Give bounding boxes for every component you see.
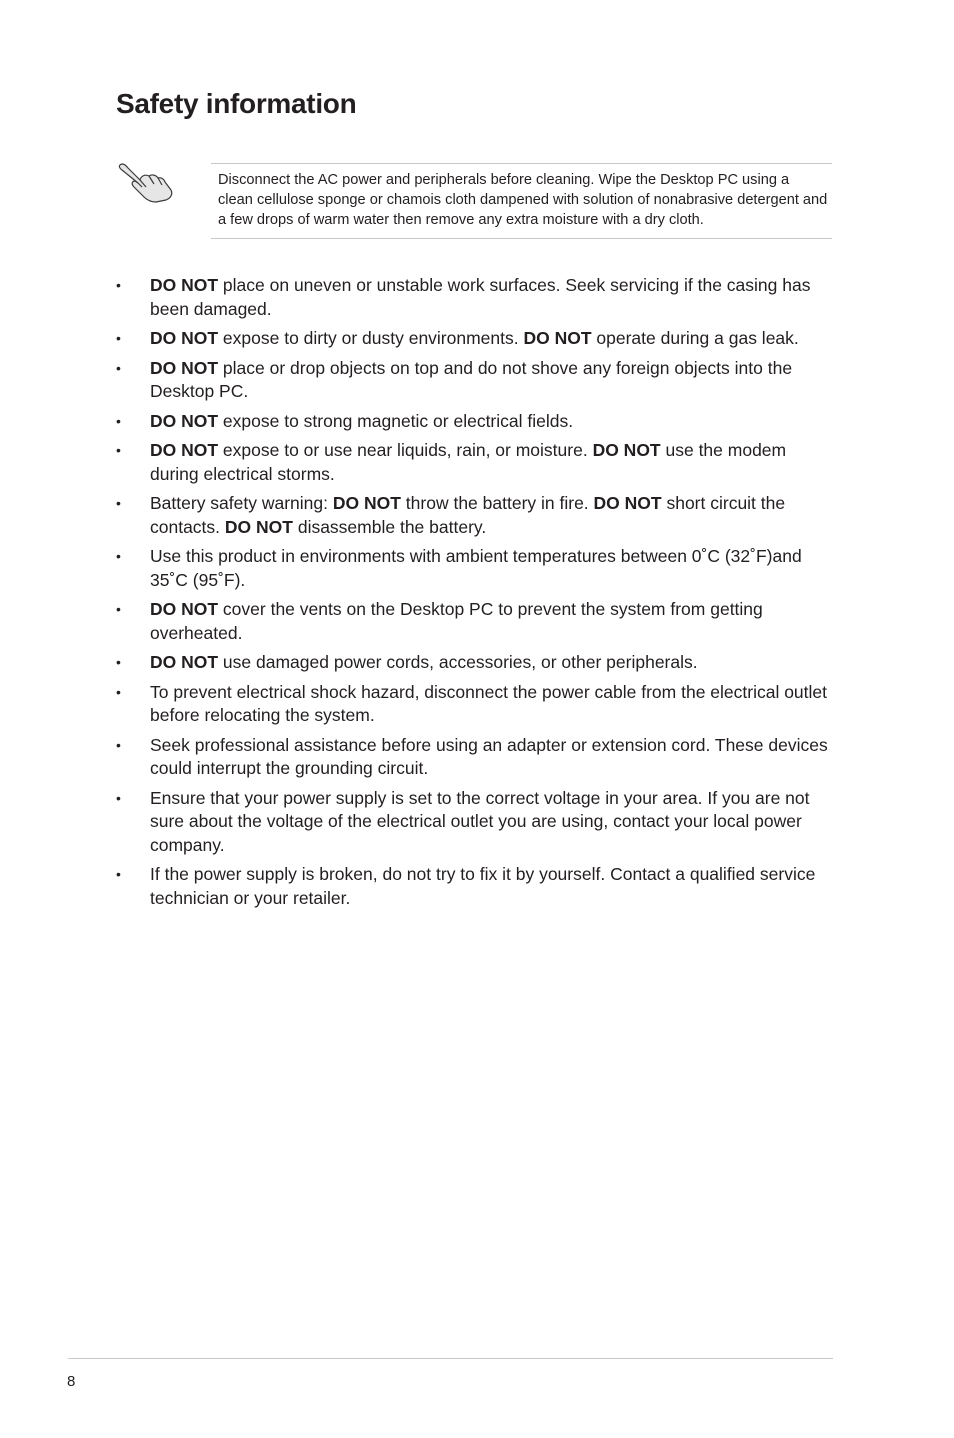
item-text: expose to strong magnetic or electrical fields. xyxy=(218,410,574,431)
item-text: Battery safety warning: xyxy=(150,493,333,513)
pointing-hand-icon xyxy=(116,160,174,204)
list-item xyxy=(116,410,836,434)
item-text: Ensure that your power supply is set to the correct voltage in your area. If you are not sure about the voltage of the electrical outlet you are using, contact your local power company. xyxy=(150,787,810,855)
bullet-glyph: • xyxy=(116,548,121,564)
bullet-glyph: • xyxy=(116,495,121,511)
item-text: use damaged power cords, accessories, or other peripherals. xyxy=(218,652,698,672)
emphasis-text: DO NOT xyxy=(332,493,401,513)
bullet-glyph: • xyxy=(116,359,121,376)
item-text: Seek professional assistance before using an adapter or extension cord. These devices could interrupt the grounding circuit. xyxy=(150,734,828,778)
emphasis-text: DO NOT xyxy=(224,516,293,537)
footer-divider xyxy=(68,1358,833,1359)
item-text: To prevent electrical shock hazard, disconnect the power cable from the electrical outlet before relocating the system. xyxy=(150,681,828,725)
list-item xyxy=(116,734,836,781)
bullet-glyph: • xyxy=(116,736,121,753)
list-item xyxy=(116,651,836,675)
list-item xyxy=(116,439,836,486)
item-text: place on uneven or unstable work surfaces. Seek servicing if the casing has been damaged. xyxy=(150,275,811,319)
list-item xyxy=(116,863,836,910)
bullet-glyph: • xyxy=(116,330,121,346)
list-item xyxy=(116,681,836,728)
list-item xyxy=(116,492,836,539)
item-text: operate during a gas leak. xyxy=(591,328,799,348)
emphasis-text: DO NOT xyxy=(150,652,219,672)
item-text: cover the vents on the Desktop PC to prevent the system from getting overheated. xyxy=(150,599,763,643)
emphasis-text: DO NOT xyxy=(150,440,219,460)
bullet-glyph: • xyxy=(116,277,121,293)
list-item xyxy=(116,357,836,404)
item-text: If the power supply is broken, do not try to fix it by yourself. Contact a qualified service technician or your retailer. xyxy=(150,864,816,908)
item-text: disassemble the battery. xyxy=(292,516,487,537)
list-item xyxy=(116,274,836,321)
list-item xyxy=(116,327,836,351)
bullet-glyph: • xyxy=(116,683,121,700)
emphasis-text: DO NOT xyxy=(150,599,219,619)
list-item xyxy=(116,787,836,858)
item-text: place or drop objects on top and do not shove any foreign objects into the Desktop PC. xyxy=(150,357,793,401)
emphasis-text: DO NOT xyxy=(523,328,592,348)
bullet-glyph: • xyxy=(116,412,121,429)
safety-list xyxy=(116,274,836,916)
list-item xyxy=(116,545,836,592)
list-item xyxy=(116,598,836,645)
emphasis-text: DO NOT xyxy=(150,357,219,378)
emphasis-text: DO NOT xyxy=(150,328,219,348)
emphasis-text: DO NOT xyxy=(150,275,219,295)
item-text: expose to or use near liquids, rain, or moisture. xyxy=(218,440,593,460)
item-text: expose to dirty or dusty environments. xyxy=(218,328,524,348)
bullet-glyph: • xyxy=(116,654,121,670)
emphasis-text: DO NOT xyxy=(592,440,661,460)
bullet-glyph: • xyxy=(116,789,121,806)
item-text: throw the battery in fire. xyxy=(400,493,594,513)
note-box: Disconnect the AC power and peripherals before cleaning. Wipe the Desktop PC using a clean cellulose sponge or chamois cloth dampened with solution of nonabrasive detergent and a few drops of warm water then remove any extra moisture with a dry cloth. xyxy=(211,163,832,239)
bullet-glyph: • xyxy=(116,601,121,617)
emphasis-text: DO NOT xyxy=(150,410,219,431)
emphasis-text: DO NOT xyxy=(593,493,662,513)
item-text: use the modem during electrical storms. xyxy=(150,440,787,484)
item-text: Use this product in environments with ambient temperatures between 0˚C (32˚F)and 35˚C (95˚F). xyxy=(150,546,802,590)
page-number: 8 xyxy=(67,1373,76,1390)
bullet-glyph: • xyxy=(116,442,121,458)
page-title: Safety information xyxy=(116,88,357,119)
item-text: short circuit the contacts. xyxy=(150,493,786,537)
bullet-glyph: • xyxy=(116,866,121,882)
